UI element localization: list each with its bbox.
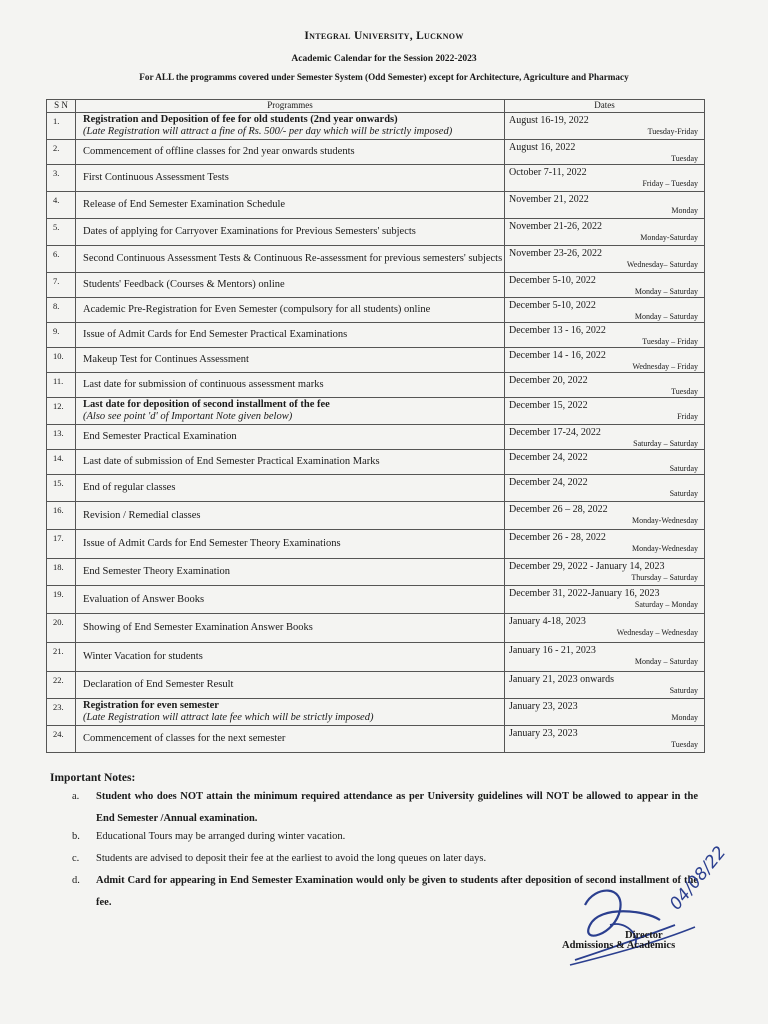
programme-note: (Late Registration will attract a fine of Rs. 500/- per day which will be strictly imposed) <box>83 126 453 137</box>
row-dates <box>505 398 705 425</box>
row-programme <box>76 192 505 219</box>
date-text: November 23-26, 2022 <box>509 248 603 259</box>
programme-text: Revision / Remedial classes <box>83 509 201 521</box>
row-programme <box>76 559 505 586</box>
row-sn: 18. <box>47 559 76 586</box>
row-programme <box>76 219 505 246</box>
programme-text: Second Continuous Assessment Tests & Continuous Re-assessment for previous semesters' subjects <box>83 253 503 264</box>
row-programme <box>76 273 505 298</box>
note-item <box>72 786 698 830</box>
table-row <box>47 643 705 672</box>
date-text: October 7-11, 2022 <box>509 167 587 178</box>
row-sn: 16. <box>47 502 76 530</box>
row-programme <box>76 323 505 348</box>
row-dates <box>505 530 705 559</box>
date-text: January 16 - 21, 2023 <box>509 645 596 656</box>
table-row <box>47 113 705 140</box>
table-row <box>47 348 705 373</box>
table-row <box>47 672 705 699</box>
note-text: Admit Card for appearing in End Semester Examination would only be given to students after deposition of second installment of the fee. <box>96 875 698 908</box>
day-text: Friday – Tuesday <box>642 179 698 188</box>
table-row <box>47 165 705 192</box>
day-text: Saturday <box>669 489 698 498</box>
day-text: Saturday <box>669 464 698 473</box>
date-text: December 5-10, 2022 <box>509 275 596 286</box>
row-sn: 24. <box>47 726 76 753</box>
row-dates <box>505 450 705 475</box>
row-sn: 11. <box>47 373 76 398</box>
row-programme <box>76 425 505 450</box>
table-row <box>47 614 705 643</box>
day-text: Saturday – Monday <box>634 600 698 609</box>
date-text: December 29, 2022 - January 14, 2023 <box>509 561 665 572</box>
table-row <box>47 559 705 586</box>
date-text: December 17-24, 2022 <box>509 427 601 438</box>
row-programme <box>76 502 505 530</box>
table-row <box>47 273 705 298</box>
day-text: Tuesday-Friday <box>647 127 698 136</box>
day-text: Saturday <box>669 686 698 695</box>
programme-text: End of regular classes <box>83 482 176 493</box>
handwritten-date: 04/08/22 <box>665 842 731 915</box>
row-sn: 5. <box>47 219 76 246</box>
day-text: Monday <box>671 206 698 215</box>
row-sn: 15. <box>47 475 76 502</box>
calendar-title: Academic Calendar for the Session 2022-2023 <box>291 54 477 64</box>
programme-text: Commencement of classes for the next semester <box>83 733 286 744</box>
date-text: January 23, 2023 <box>509 728 578 739</box>
signature-department: Admissions & Academics <box>562 940 676 951</box>
note-item <box>72 826 698 848</box>
table-header-row <box>47 100 705 113</box>
day-text: Wednesday – Wednesday <box>616 628 698 637</box>
day-text: Thursday – Saturday <box>631 573 698 582</box>
row-programme <box>76 113 505 140</box>
row-programme <box>76 614 505 643</box>
programme-text: Last date for submission of continuous assessment marks <box>83 379 324 390</box>
note-letter: b. <box>72 831 80 842</box>
table-row <box>47 425 705 450</box>
date-text: August 16, 2022 <box>509 142 576 153</box>
row-sn: 8. <box>47 298 76 323</box>
row-dates <box>505 298 705 323</box>
day-text: Monday – Saturday <box>634 657 698 666</box>
row-sn: 14. <box>47 450 76 475</box>
programme-text: Last date for deposition of second installment of the fee <box>83 399 330 410</box>
day-text: Friday <box>677 412 698 421</box>
date-text: December 13 - 16, 2022 <box>509 325 606 336</box>
row-sn: 19. <box>47 586 76 614</box>
row-programme <box>76 726 505 753</box>
row-dates <box>505 373 705 398</box>
day-text: Monday-Saturday <box>640 233 698 242</box>
calendar-scope: For ALL the programms covered under Semester System (Odd Semester) except for Architecture, Agriculture and Pharmacy <box>139 72 629 82</box>
row-dates <box>505 614 705 643</box>
row-dates <box>505 219 705 246</box>
row-programme <box>76 450 505 475</box>
university-title: Integral University, Lucknow <box>304 30 464 42</box>
row-sn: 22. <box>47 672 76 699</box>
programme-text: Registration and Deposition of fee for old students (2nd year onwards) <box>83 114 398 125</box>
date-text: December 31, 2022-January 16, 2023 <box>509 588 660 599</box>
signature-title: Director <box>625 930 663 941</box>
row-programme <box>76 373 505 398</box>
date-text: January 21, 2023 onwards <box>509 674 614 685</box>
row-programme <box>76 398 505 425</box>
row-dates <box>505 323 705 348</box>
calendar-table <box>46 99 705 753</box>
date-text: November 21, 2022 <box>509 194 589 205</box>
row-dates <box>505 699 705 726</box>
row-dates <box>505 165 705 192</box>
programme-text: Issue of Admit Cards for End Semester Theory Examinations <box>83 538 341 549</box>
programme-note: (Also see point 'd' of Important Note given below) <box>83 411 293 422</box>
note-letter: d. <box>72 875 80 886</box>
date-text: December 24, 2022 <box>509 452 588 463</box>
day-text: Tuesday <box>671 154 698 163</box>
row-dates <box>505 502 705 530</box>
programme-text: Academic Pre-Registration for Even Semester (compulsory for all students) online <box>83 304 431 315</box>
table-row <box>47 373 705 398</box>
row-dates <box>505 559 705 586</box>
row-sn: 7. <box>47 273 76 298</box>
table-row <box>47 475 705 502</box>
programme-text: Dates of applying for Carryover Examinations for Previous Semesters' subjects <box>83 226 416 237</box>
row-dates <box>505 192 705 219</box>
programme-text: Declaration of End Semester Result <box>83 679 234 690</box>
table-row <box>47 192 705 219</box>
row-programme <box>76 699 505 726</box>
note-letter: a. <box>72 791 80 802</box>
row-dates <box>505 475 705 502</box>
date-text: December 26 – 28, 2022 <box>509 504 608 515</box>
row-sn: 23. <box>47 699 76 726</box>
row-sn: 1. <box>47 113 76 140</box>
signature-scribble <box>565 842 731 975</box>
programme-text: Winter Vacation for students <box>83 651 203 662</box>
programme-text: Release of End Semester Examination Schedule <box>83 199 286 210</box>
row-sn: 10. <box>47 348 76 373</box>
row-sn: 13. <box>47 425 76 450</box>
date-text: January 23, 2023 <box>509 701 578 712</box>
note-text: Educational Tours may be arranged during winter vacation. <box>96 831 346 842</box>
day-text: Monday-Wednesday <box>631 516 698 525</box>
row-sn: 9. <box>47 323 76 348</box>
row-sn: 6. <box>47 246 76 273</box>
table-row <box>47 530 705 559</box>
row-dates <box>505 643 705 672</box>
programme-text: First Continuous Assessment Tests <box>83 172 229 183</box>
programme-text: End Semester Theory Examination <box>83 566 231 577</box>
table-row <box>47 323 705 348</box>
programme-text: Registration for even semester <box>83 700 219 711</box>
day-text: Monday – Saturday <box>634 287 698 296</box>
programme-text: End Semester Practical Examination <box>83 431 237 442</box>
date-text: August 16-19, 2022 <box>509 115 589 126</box>
row-dates <box>505 140 705 165</box>
programme-text: Last date of submission of End Semester Practical Examination Marks <box>83 456 380 467</box>
row-programme <box>76 246 505 273</box>
row-sn: 17. <box>47 530 76 559</box>
programme-note: (Late Registration will attract late fee which will be strictly imposed) <box>83 712 374 723</box>
row-programme <box>76 586 505 614</box>
date-text: December 14 - 16, 2022 <box>509 350 606 361</box>
date-text: December 24, 2022 <box>509 477 588 488</box>
date-text: December 5-10, 2022 <box>509 300 596 311</box>
row-sn: 4. <box>47 192 76 219</box>
date-text: December 26 - 28, 2022 <box>509 532 606 543</box>
row-sn: 21. <box>47 643 76 672</box>
day-text: Wednesday– Saturday <box>626 260 698 269</box>
date-text: December 15, 2022 <box>509 400 588 411</box>
note-text: Students are advised to deposit their fee at the earliest to avoid the long queues on later days. <box>96 853 487 864</box>
row-dates <box>505 348 705 373</box>
row-dates <box>505 425 705 450</box>
day-text: Tuesday <box>671 387 698 396</box>
day-text: Tuesday <box>671 740 698 749</box>
day-text: Monday – Saturday <box>634 312 698 321</box>
table-row <box>47 246 705 273</box>
row-programme <box>76 298 505 323</box>
row-programme <box>76 140 505 165</box>
notes-title: Important Notes: <box>50 772 136 784</box>
header-sn: S N <box>47 100 76 113</box>
table-row <box>47 699 705 726</box>
row-programme <box>76 672 505 699</box>
programme-text: Showing of End Semester Examination Answer Books <box>83 622 313 633</box>
row-programme <box>76 475 505 502</box>
date-text: December 20, 2022 <box>509 375 588 386</box>
day-text: Tuesday – Friday <box>642 337 698 346</box>
row-sn: 20. <box>47 614 76 643</box>
row-sn: 3. <box>47 165 76 192</box>
table-row <box>47 219 705 246</box>
note-letter: c. <box>72 853 80 864</box>
row-dates <box>505 726 705 753</box>
table-row <box>47 140 705 165</box>
row-sn: 12. <box>47 398 76 425</box>
table-row <box>47 298 705 323</box>
table-row <box>47 398 705 425</box>
row-dates <box>505 273 705 298</box>
row-dates <box>505 672 705 699</box>
programme-text: Commencement of offline classes for 2nd year onwards students <box>83 146 355 157</box>
row-dates <box>505 586 705 614</box>
day-text: Saturday – Saturday <box>633 439 698 448</box>
programme-text: Students' Feedback (Courses & Mentors) online <box>83 279 285 290</box>
programme-text: Issue of Admit Cards for End Semester Practical Examinations <box>83 329 348 340</box>
header-dates: Dates <box>505 100 705 113</box>
programme-text: Makeup Test for Continues Assessment <box>83 354 249 365</box>
row-dates <box>505 113 705 140</box>
date-text: January 4-18, 2023 <box>509 616 586 627</box>
table-row <box>47 586 705 614</box>
date-text: November 21-26, 2022 <box>509 221 603 232</box>
table-row <box>47 450 705 475</box>
row-sn: 2. <box>47 140 76 165</box>
table-row <box>47 502 705 530</box>
header-programmes: Programmes <box>76 100 505 113</box>
programme-text: Evaluation of Answer Books <box>83 593 205 605</box>
day-text: Monday-Wednesday <box>631 544 698 553</box>
day-text: Wednesday – Friday <box>632 362 698 371</box>
row-programme <box>76 165 505 192</box>
row-programme <box>76 348 505 373</box>
note-text: Student who does NOT attain the minimum required attendance as per University guidelines will NOT be allowed to appear in the End Semester /Annual examination. <box>96 791 698 824</box>
day-text: Monday <box>671 713 698 722</box>
row-programme <box>76 530 505 559</box>
row-dates <box>505 246 705 273</box>
table-row <box>47 726 705 753</box>
row-programme <box>76 643 505 672</box>
